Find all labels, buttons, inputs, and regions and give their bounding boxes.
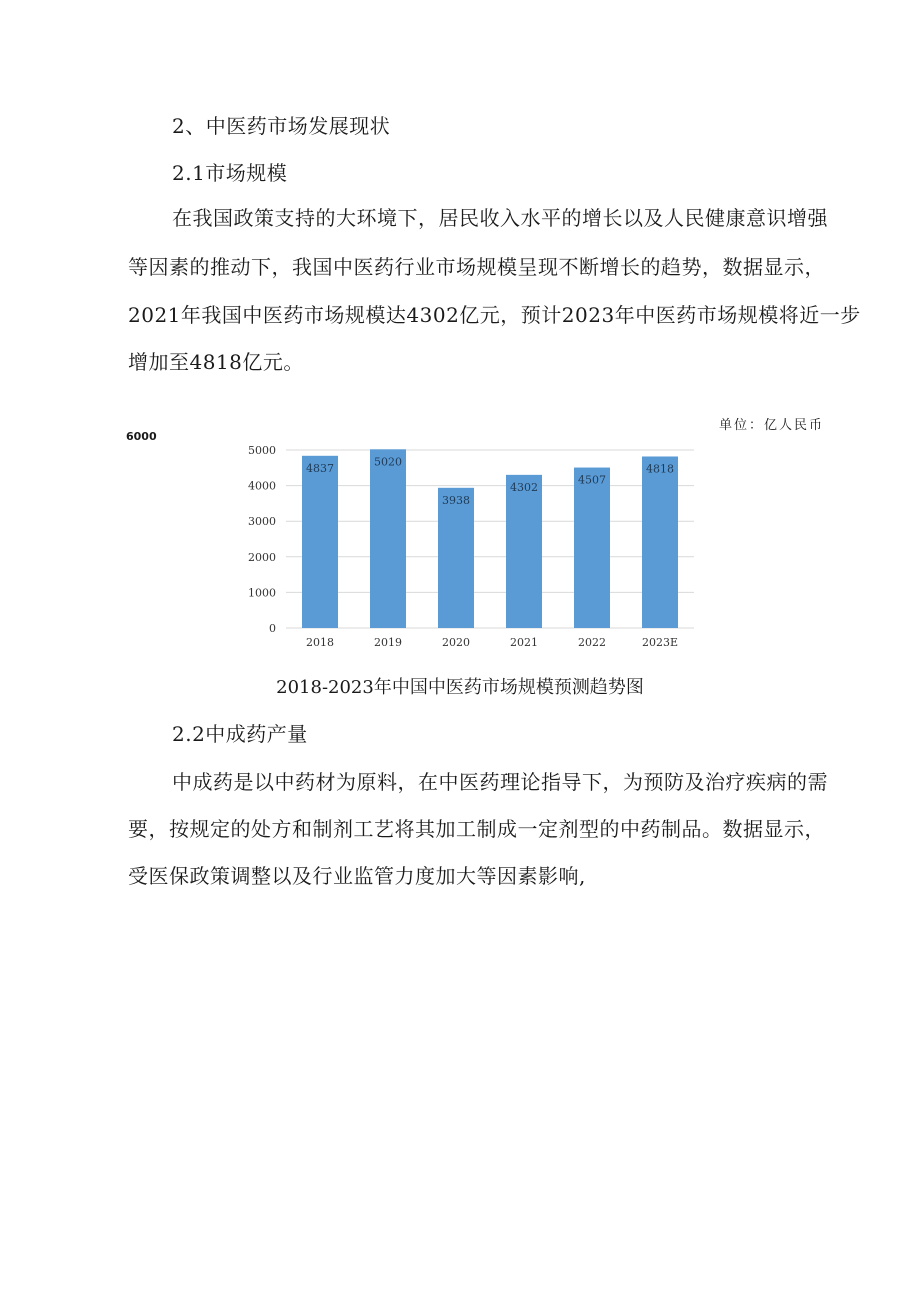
- x-tick-label: 2019: [374, 636, 402, 649]
- y-tick-label: 0: [269, 622, 276, 635]
- figure-caption: 2018-2023年中国中医药市场规模预测趋势图: [276, 677, 644, 698]
- x-tick-label: 2018: [306, 636, 334, 649]
- y-tick-label: 2000: [248, 550, 276, 564]
- bar: [370, 449, 406, 628]
- y-tick-label: 4000: [248, 479, 276, 493]
- subsection-heading-output: 2.2中成药产量: [172, 722, 308, 746]
- chart-unit-label: 单位：亿人民币: [718, 418, 824, 433]
- paragraph-line: 要，按规定的处方和制剂工艺将其加工制成一定剂型的中药制品。数据显示，: [128, 817, 825, 841]
- bar: [574, 468, 610, 628]
- bar-data-label: 4302: [510, 480, 538, 494]
- bar: [438, 488, 474, 628]
- x-tick-label: 2022: [578, 636, 606, 649]
- bar-chart: [228, 436, 698, 652]
- y-tick-label: 5000: [248, 444, 276, 457]
- x-tick-label: 2020: [442, 636, 470, 649]
- paragraph-line: 中成药是以中药材为原料，在中医药理论指导下，为预防及治疗疾病的需: [172, 770, 828, 794]
- paragraph-line: 在我国政策支持的大环境下，居民收入水平的增长以及人民健康意识增强: [172, 206, 828, 230]
- y-tick-label: 1000: [248, 586, 276, 600]
- section-heading: 2、中医药市场发展现状: [172, 114, 391, 138]
- x-tick-label: 2023E: [641, 636, 679, 649]
- stray-axis-label: 6000: [126, 430, 157, 443]
- bar: [302, 456, 338, 628]
- y-tick-label: 3000: [248, 515, 276, 529]
- bar-data-label: 4837: [306, 461, 334, 475]
- x-tick-label: 2021: [510, 636, 538, 649]
- paragraph-line: 增加至4818亿元。: [128, 350, 304, 374]
- bar-data-label: 4818: [646, 462, 674, 476]
- bar: [506, 475, 542, 628]
- paragraph-line: 受医保政策调整以及行业监管力度加大等因素影响,: [128, 864, 586, 888]
- bar-data-label: 4507: [578, 473, 606, 487]
- bar-data-label: 5020: [374, 455, 402, 469]
- paragraph-line: 等因素的推动下，我国中医药行业市场规模呈现不断增长的趋势，数据显示，: [128, 255, 825, 279]
- bar: [642, 456, 678, 628]
- subsection-heading-market-size: 2.1市场规模: [172, 161, 288, 185]
- bar-data-label: 3938: [442, 493, 470, 507]
- paragraph-line: 2021年我国中医药市场规模达4302亿元，预计2023年中医药市场规模将近一步: [128, 303, 861, 327]
